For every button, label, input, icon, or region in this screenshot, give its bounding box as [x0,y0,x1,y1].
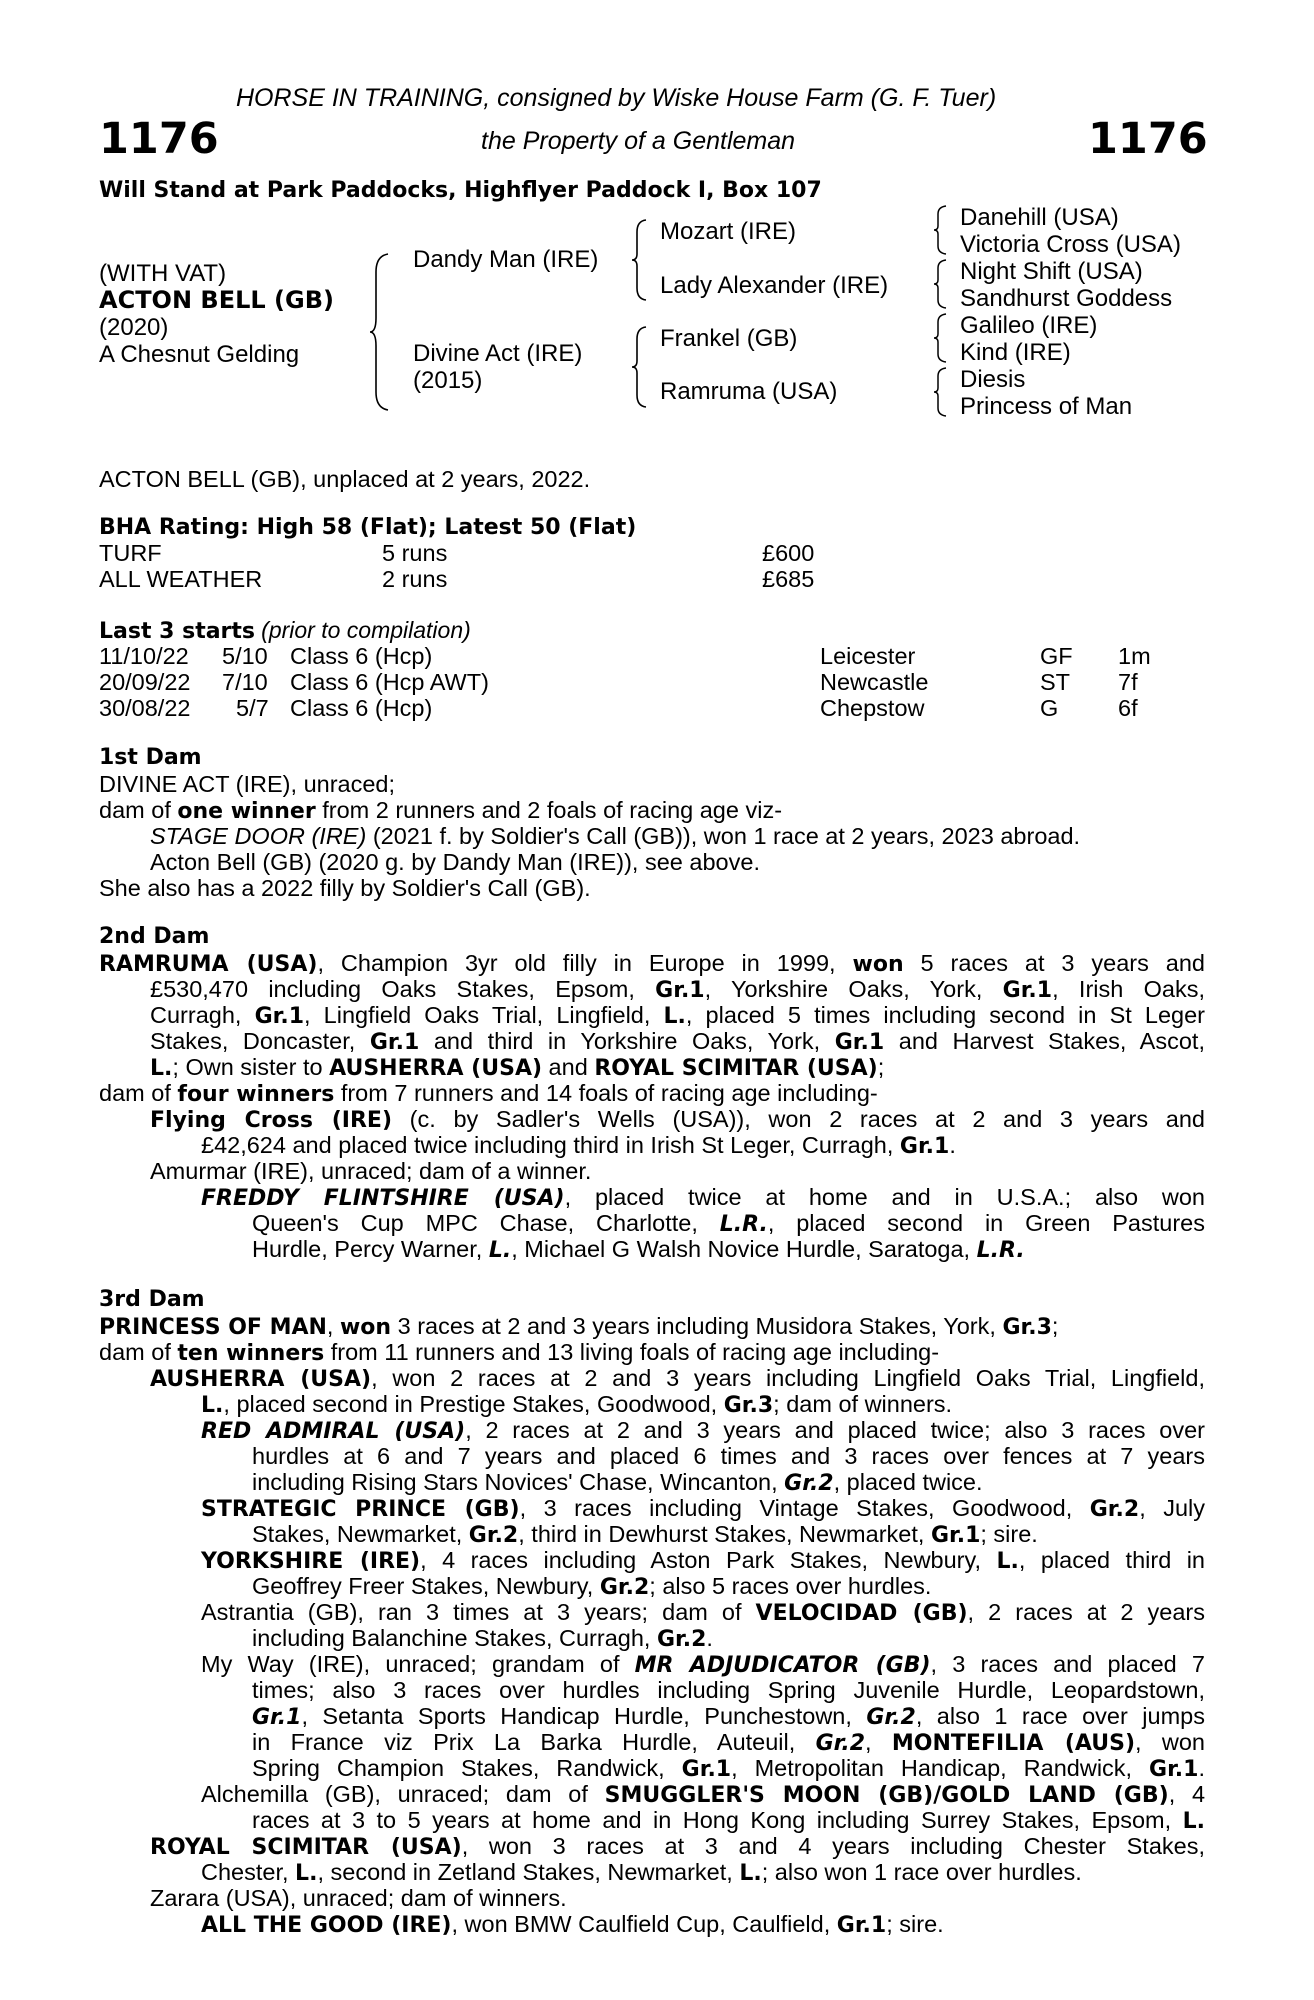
dam1-text: (2021 f. by Soldier's Call (GB)), won 1 race at 2 years, 2023 abroad. [366,823,1081,849]
dam3-heading: 3rd Dam [99,1287,205,1312]
rating-row-aw-prize: £685 [762,566,815,592]
text-run: , 4 [1168,1781,1206,1807]
start-3-dist: 6f [1118,695,1138,721]
text-run: Chester, [201,1859,296,1885]
emphasis-run: RAMRUMA (USA) [99,952,318,977]
emphasis-run: MR ADJUDICATOR (GB) [634,1653,931,1678]
text-run: , [326,1313,340,1339]
last-starts-heading: Last 3 starts [99,619,256,644]
emphasis-run: SMUGGLER'S MOON (GB)/GOLD LAND (GB) [604,1783,1169,1808]
dam2-p1-l5 [150,1054,884,1081]
dam2-heading: 2nd Dam [99,924,210,949]
grandparent-7: Diesis [960,366,1026,393]
start-2-pos: 7/10 [222,669,268,695]
rating-row-aw-runs: 2 runs [382,566,448,592]
dam1-text: dam of [99,797,178,823]
dam2-p1-l4 [150,1028,1205,1055]
start-3-pos: 5/7 [236,695,269,721]
last-starts-note: (prior to compilation) [261,617,471,643]
emphasis-run: Gr.1 [836,1913,887,1938]
dam1-heading: 1st Dam [99,745,202,770]
emphasis-run: Gr.2 [656,1627,707,1652]
emphasis-run: L. [739,1861,762,1886]
dam2-p5-l3 [252,1236,1025,1263]
text-run: Amurmar (IRE), unraced; dam of a winner. [150,1158,592,1184]
dam3-p8-l3 [252,1703,1205,1730]
text-run: hurdles at 6 and 7 years and placed 6 times and 3 races over fences at 7 years [252,1443,1205,1469]
text-run: and third in Yorkshire Oaks, York, [419,1028,835,1054]
grandparent-3: Night Shift (USA) [960,258,1143,285]
text-run: , placed 5 times including second in St Leger [685,1002,1205,1028]
text-run: Zarara (USA), unraced; dam of winners. [150,1885,567,1911]
emphasis-run: Gr.1 [930,1523,981,1548]
emphasis-run: AUSHERRA (USA) [329,1056,543,1081]
dam1-line-5: She also has a 2022 filly by Soldier's Call (GB). [99,875,591,901]
dam3-p8-l1 [201,1651,1205,1678]
start-2-going: ST [1040,669,1071,695]
lot-number-right: 1176 [1088,114,1208,164]
text-run: ; sire. [980,1521,1038,1547]
dam2-p5-l2 [252,1210,1205,1237]
text-run: ; also 5 races over hurdles. [649,1573,932,1599]
text-run: , won BMW Caulfield Cup, Caulfield, [451,1911,837,1937]
start-3-date: 30/08/22 [99,695,191,721]
emphasis-run: Gr.3 [723,1393,774,1418]
dam1-line-4: Acton Bell (GB) (2020 g. by Dandy Man (IRE)), see above. [150,849,760,875]
dam3-p8-l5 [252,1755,1205,1782]
text-run: , won 2 races at 2 and 3 years including Lingfield Oaks Trial, Lingfield, [371,1365,1205,1391]
rating-row-turf-runs: 5 runs [382,540,448,566]
grandparent-4: Sandhurst Goddess [960,285,1173,312]
text-run: ; sire. [886,1911,944,1937]
dam2-p1-l1 [99,950,1205,977]
grandparent-6: Kind (IRE) [960,339,1071,366]
text-run: , July [1139,1495,1206,1521]
text-run: in France viz Prix La Barka Hurdle, Auteuil, [252,1729,816,1755]
emphasis-run: L. [1182,1809,1205,1834]
text-run: 3 races at 2 and 3 years including Musidora Stakes, York, [391,1313,1003,1339]
dam3-p2 [99,1339,939,1366]
dam1-line-2 [99,797,782,824]
emphasis-run: RED ADMIRAL (USA) [201,1419,466,1444]
emphasis-run: Gr.1 [1002,978,1053,1003]
last-starts-heading-line [99,617,471,644]
text-run: , Yorkshire Oaks, York, [704,976,1003,1002]
dam2-p1-l3 [150,1002,1205,1029]
text-run: , 2 races at 2 years [967,1599,1206,1625]
emphasis-run: Gr.2 [1089,1497,1140,1522]
emphasis-run: L. [996,1549,1019,1574]
text-run: dam of [99,1339,178,1365]
emphasis-run: Flying Cross (IRE) [150,1108,393,1133]
property-line: the Property of a Gentleman [481,127,796,155]
text-run: Curragh, [150,1002,255,1028]
dam3-p6-l1 [201,1547,1205,1574]
text-run: Stakes, Newmarket, [252,1521,469,1547]
dam3-p10-l2 [201,1859,1082,1886]
sire-dam: Lady Alexander (IRE) [660,272,889,299]
text-run: , Lingfield Oaks Trial, Lingfield, [304,1002,664,1028]
rating-row-turf-surface: TURF [99,540,162,566]
start-1-pos: 5/10 [222,643,268,669]
text-run: , 3 races and placed 7 [930,1651,1205,1677]
emphasis-run: MONTEFILIA (AUS) [891,1731,1136,1756]
emphasis-run: L. [201,1393,224,1418]
text-run: , Irish Oaks, [1052,976,1205,1002]
text-run: , placed twice. [833,1469,983,1495]
rating-row-aw-surface: ALL WEATHER [99,566,263,592]
start-3-race: Class 6 (Hcp) [290,695,433,721]
rating-row-turf-prize: £600 [762,540,815,566]
emphasis-run: ROYAL SCIMITAR (USA) [594,1056,878,1081]
dam3-p11 [150,1885,567,1912]
pedigree-brace-dam [630,325,652,409]
emphasis-run: YORKSHIRE (IRE) [201,1549,421,1574]
emphasis-run: Gr.2 [468,1523,519,1548]
text-run: , second in Zetland Stakes, Newmarket, [317,1859,740,1885]
consignment-line: HORSE IN TRAINING, consigned by Wiske House Farm (G. F. Tuer) [236,84,997,112]
brace-g56 [932,312,952,364]
text-run: . [1198,1755,1205,1781]
text-run: and [542,1054,595,1080]
dam3-p12 [201,1911,944,1938]
dam3-p8-l2 [252,1677,1205,1704]
dam3-p7-l1 [201,1599,1205,1626]
text-run: Stakes, Doncaster, [150,1028,370,1054]
dam2-p2 [99,1080,878,1107]
start-1-going: GF [1040,643,1073,669]
emphasis-run: Gr.3 [1002,1315,1052,1340]
brace-g12 [932,204,952,256]
text-run: , third in Dewhurst Stakes, Newmarket, [518,1521,931,1547]
brace-g34 [932,258,952,310]
emphasis-run: Gr.1 [254,1004,304,1029]
emphasis-run: PRINCESS OF MAN [99,1315,327,1340]
sire-sire: Mozart (IRE) [660,218,797,245]
dam3-p3-l2 [201,1391,952,1418]
dam2-p5-l1 [201,1184,1205,1211]
emphasis-run: Gr.1 [899,1134,950,1159]
text-run: including Rising Stars Novices' Chase, Wincanton, [252,1469,785,1495]
dam1-line-3 [150,823,1080,850]
lot-number-left: 1176 [99,114,219,164]
dam2-p3-l2 [201,1132,956,1159]
emphasis-run: ROYAL SCIMITAR (USA) [150,1835,462,1860]
dam3-p9-l2 [252,1807,1205,1834]
dam3-p4-l3 [252,1469,983,1496]
start-2-course: Newcastle [820,669,929,695]
emphasis-run: ALL THE GOOD (IRE) [201,1913,452,1938]
race-summary: ACTON BELL (GB), unplaced at 2 years, 2022. [99,466,591,492]
start-2-race: Class 6 (Hcp AWT) [290,669,489,695]
text-run: from 11 runners and 13 living foals of racing age including- [324,1339,940,1365]
emphasis-run: Gr.1 [369,1030,420,1055]
dam2-p3-l1 [150,1106,1205,1133]
dam2-p4 [150,1158,591,1185]
dam3-p8-l4 [252,1729,1205,1756]
dam-year: (2015) [413,367,483,394]
text-run: My Way (IRE), unraced; grandam of [201,1651,635,1677]
emphasis-run: L. [663,1004,686,1029]
pedigree-brace-sire [630,218,652,302]
brace-g78 [932,366,952,418]
text-run: Geoffrey Freer Stakes, Newbury, [252,1573,600,1599]
text-run: including Balanchine Stakes, Curragh, [252,1625,657,1651]
text-run: Queen's Cup MPC Chase, Charlotte, [252,1210,720,1236]
emphasis-run: Gr.1 [655,978,705,1003]
pedigree-brace-main [368,252,396,412]
text-run: ; [1051,1313,1059,1339]
emphasis-run: Gr.1 [834,1030,885,1055]
text-run: , 2 races at 2 and 3 years and placed twice; also 3 races over [465,1417,1205,1443]
start-1-course: Leicester [820,643,916,669]
text-run: Alchemilla (GB), unraced; dam of [201,1781,605,1807]
horse-year: (2020) [99,314,169,341]
text-run: , placed third in [1018,1547,1205,1573]
text-run: , also 1 race over jumps [915,1703,1205,1729]
dam1-text: from 2 runners and 2 foals of racing age viz- [315,797,783,823]
text-run: races at 3 to 5 years at home and in Hong Kong including Surrey Stakes, Epsom, [252,1807,1183,1833]
text-run: Spring Champion Stakes, Randwick, [252,1755,682,1781]
emphasis-run: Gr.1 [252,1705,302,1730]
sire: Dandy Man (IRE) [413,246,599,273]
dam1-winners: one winner [177,799,316,824]
horse-vat: (WITH VAT) [99,260,227,287]
horse-name: ACTON BELL (GB) [99,286,334,314]
start-1-date: 11/10/22 [99,643,189,669]
emphasis-run: Gr.2 [599,1575,650,1600]
dam2-p1-l2 [150,976,1205,1003]
text-run: ; Own sister to [172,1054,330,1080]
text-run: , 4 races including Aston Park Stakes, Newbury, [420,1547,997,1573]
grandparent-1: Danehill (USA) [960,204,1119,231]
dam: Divine Act (IRE) [413,340,583,367]
start-3-going: G [1040,695,1059,721]
emphasis-run: L.R. [976,1238,1025,1263]
text-run: £530,470 including Oaks Stakes, Epsom, [150,976,656,1002]
text-run: , won 3 races at 3 and 4 years including Chester Stakes, [461,1833,1205,1859]
emphasis-run: Gr.2 [815,1731,866,1756]
stage-door-name: STAGE DOOR (IRE) [150,823,367,849]
text-run: , won [1135,1729,1205,1755]
emphasis-run: Gr.2 [784,1471,834,1496]
emphasis-run: FREDDY FLINTSHIRE (USA) [201,1186,565,1211]
text-run: £42,624 and placed twice including third in Irish St Leger, Curragh, [201,1132,900,1158]
text-run: , Metropolitan Handicap, Randwick, [731,1755,1150,1781]
text-run: ; also won 1 race over hurdles. [761,1859,1082,1885]
text-run: dam of [99,1080,178,1106]
emphasis-run: won [852,952,904,977]
text-run: ; dam of winners. [773,1391,953,1417]
text-run: , Setanta Sports Handicap Hurdle, Punchestown, [301,1703,867,1729]
dam3-p10-l1 [150,1833,1205,1860]
dam3-p3-l1 [150,1365,1205,1392]
emphasis-run: Gr.1 [1149,1757,1199,1782]
emphasis-run: L.R. [719,1212,768,1237]
emphasis-run: Gr.1 [681,1757,732,1782]
text-run: , placed twice at home and in U.S.A.; also won [564,1184,1205,1210]
dam-sire: Frankel (GB) [660,325,798,352]
text-run: , Michael G Walsh Novice Hurdle, Saratoga, [511,1236,977,1262]
emphasis-run: won [339,1315,392,1340]
horse-description: A Chesnut Gelding [99,341,300,368]
text-run: , 3 races including Vintage Stakes, Goodwood, [519,1495,1090,1521]
start-1-race: Class 6 (Hcp) [290,643,433,669]
text-run: 5 races at 3 years and [903,950,1205,976]
emphasis-run: VELOCIDAD (GB) [755,1601,968,1626]
text-run: , placed second in Green Pastures [767,1210,1205,1236]
grandparent-2: Victoria Cross (USA) [960,231,1181,258]
text-run: , [865,1729,892,1755]
text-run: ; [877,1054,885,1080]
stable-location: Will Stand at Park Paddocks, Highflyer Paddock I, Box 107 [99,178,822,203]
dam3-p6-l2 [252,1573,931,1600]
emphasis-run: L. [150,1056,173,1081]
bha-rating-heading: BHA Rating: High 58 (Flat); Latest 50 (Flat) [99,515,637,540]
text-run: . [949,1132,956,1158]
text-run: from 7 runners and 14 foals of racing age including- [334,1080,878,1106]
text-run: Hurdle, Percy Warner, [252,1236,489,1262]
text-run: Astrantia (GB), ran 3 times at 3 years; dam of [201,1599,756,1625]
dam3-p7-l2 [252,1625,713,1652]
text-run: , placed second in Prestige Stakes, Goodwood, [223,1391,724,1417]
dam1-line-1: DIVINE ACT (IRE), unraced; [99,771,396,797]
dam3-p5-l1 [201,1495,1205,1522]
grandparent-8: Princess of Man [960,393,1133,420]
start-2-dist: 7f [1118,669,1138,695]
start-3-course: Chepstow [820,695,925,721]
emphasis-run: four winners [177,1082,335,1107]
dam3-p1 [99,1313,1058,1340]
text-run: , Champion 3yr old filly in Europe in 1999, [317,950,853,976]
start-1-dist: 1m [1118,643,1151,669]
dam3-p4-l2 [252,1443,1205,1470]
dam3-p5-l2 [252,1521,1038,1548]
emphasis-run: AUSHERRA (USA) [150,1367,372,1392]
text-run: (c. by Sadler's Wells (USA)), won 2 races at 2 and 3 years and [392,1106,1205,1132]
dam-dam: Ramruma (USA) [660,378,838,405]
dam3-p4-l1 [201,1417,1205,1444]
emphasis-run: L. [295,1861,318,1886]
emphasis-run: L. [488,1238,512,1263]
text-run: and Harvest Stakes, Ascot, [884,1028,1205,1054]
dam3-p9-l1 [201,1781,1205,1808]
emphasis-run: Gr.2 [866,1705,916,1730]
emphasis-run: ten winners [177,1341,325,1366]
grandparent-5: Galileo (IRE) [960,312,1098,339]
emphasis-run: STRATEGIC PRINCE (GB) [201,1497,520,1522]
text-run: . [706,1625,713,1651]
start-2-date: 20/09/22 [99,669,191,695]
text-run: times; also 3 races over hurdles including Spring Juvenile Hurdle, Leopardstown, [252,1677,1205,1703]
